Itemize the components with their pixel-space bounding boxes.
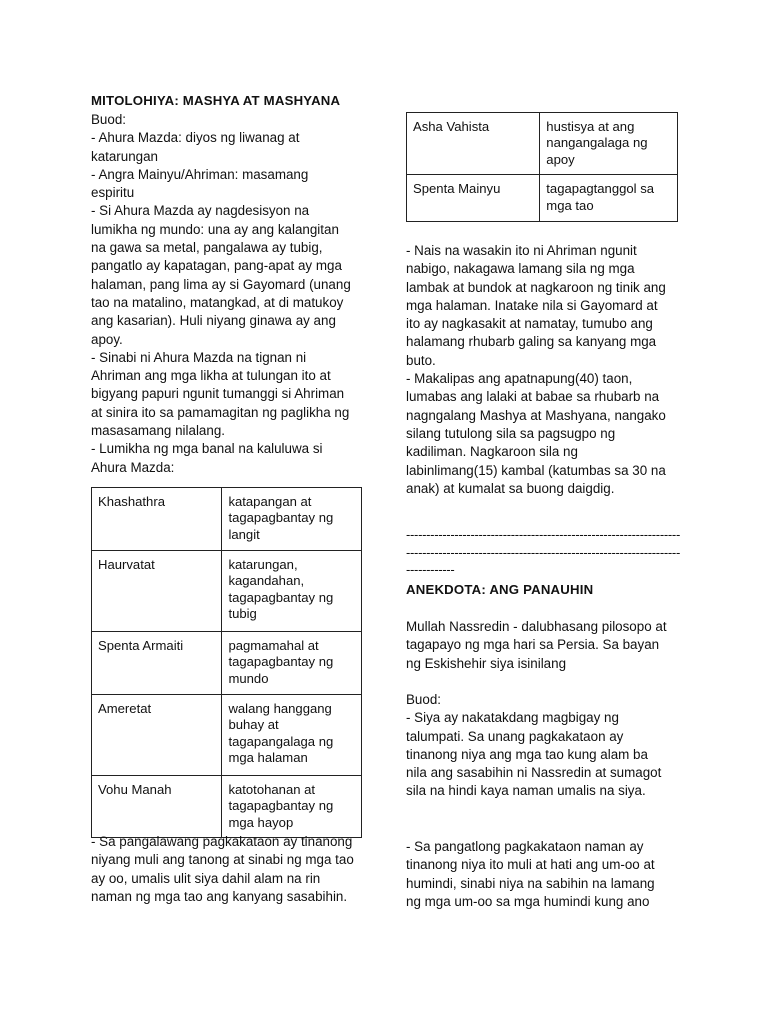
table-row	[92, 776, 362, 838]
spirit-description: katarungan, kagandahan, tagapagbantay ng tubig	[222, 551, 362, 632]
holy-spirits-table	[91, 487, 362, 838]
spirit-name: Asha Vahista	[407, 113, 540, 175]
spirit-name: Spenta Armaiti	[92, 632, 222, 695]
author-intro: Mullah Nassredin - dalubhasang pilosopo at tagapayo ng mga hari sa Persia. Sa bayan ng Eskishehir siya isinilang	[406, 619, 667, 671]
anecdote-continuation: - Sa pangalawang pagkakataon ay tinanong niyang muli ang tanong at sinabi ng mga tao ay oo, umalis ulit siya dahil alam na rin naman ng mga tao ang kanyang sasabihin.	[91, 834, 354, 904]
table-row	[92, 695, 362, 776]
anecdote-summary: Buod: - Siya ay nakatakdang magbigay ng talumpati. Sa unang pagkakataon ay tinanong niya ang mga tao kung alam ba nila ang sasabihin ni Nassredin at sumagot sila na hindi kaya naman umalis na siya.	[406, 692, 662, 799]
anecdote-title: ANEKDOTA: ANG PANAUHIN	[406, 582, 594, 597]
table-row	[92, 551, 362, 632]
table-row	[92, 488, 362, 551]
spirit-description: hustisya at ang nangangalaga ng apoy	[540, 113, 678, 175]
spirit-name: Ameretat	[92, 695, 222, 776]
spirit-description: pagmamahal at tagapagbantay ng mundo	[222, 632, 362, 695]
spirit-name: Spenta Mainyu	[407, 175, 540, 222]
holy-spirits-table-continued	[406, 112, 678, 222]
table-row	[407, 113, 678, 175]
spirit-description: tagapagtanggol sa mga tao	[540, 175, 678, 222]
anecdote-third-time: - Sa pangatlong pagkakataon naman ay tinanong niya ito muli at hati ang um-oo at humindi, sinabi niya na sabihin na lamang ng mga um-oo sa mga humindi kung ano	[406, 839, 655, 909]
section-divider: ----------------------------------------------------------------------------------------------------------------------------------------------------	[406, 527, 680, 577]
spirit-name: Haurvatat	[92, 551, 222, 632]
myth-conclusion: - Nais na wasakin ito ni Ahriman ngunit nabigo, nakagawa lamang sila ng mga lambak at bundok at nagkaroon ng tinik ang mga halaman. Inatake nila si Gayomard at ito ay nagkasakit at namatay, tumubo ang halamang rhubarb galing sa kanyang mga buto. - Makalipas ang apatnapung(40) taon, lumabas ang lalaki at babae sa rhubarb na nagngalang Mashya at Mashyana, nangako silang tutulong sila sa pagsugpo ng kadiliman. Nagkaroon sila ng labinlimang(15) kambal (katumbas sa 30 na anak) at kumalat sa buong daigdig.	[406, 243, 666, 496]
spirit-description: katotohanan at tagapagbantay ng mga hayop	[222, 776, 362, 838]
spirit-description: katapangan at tagapagbantay ng langit	[222, 488, 362, 551]
myth-title: MITOLOHIYA: MASHYA AT MASHYANA	[91, 93, 341, 108]
myth-summary: Buod: - Ahura Mazda: diyos ng liwanag at katarungan - Angra Mainyu/Ahriman: masamang espiritu - Si Ahura Mazda ay nagdesisyon na lumikha ng mundo: una ay ang kalangitan na gawa sa metal, pangalawa ay tubig, pangatlo ay kapatagan, pang-apat ay mga halaman, pang lima ay si Gayomard (unang tao na matalino, matangkad, at di matukoy ang kasarian). Huli niyang ginawa ay ang apoy. - Sinabi ni Ahura Mazda na tignan ni Ahriman ang mga likha at tulungan ito at bigyang papuri ngunit tumanggi si Ahriman at sinira ito sa pamamagitan ng paglikha ng masasamang nilalang. - Lumikha ng mga banal na kaluluwa si Ahura Mazda:	[91, 112, 351, 475]
table-row	[407, 175, 678, 222]
spirit-description: walang hanggang buhay at tagapangalaga ng mga halaman	[222, 695, 362, 776]
spirit-name: Khashathra	[92, 488, 222, 551]
table-row	[92, 632, 362, 695]
spirit-name: Vohu Manah	[92, 776, 222, 838]
